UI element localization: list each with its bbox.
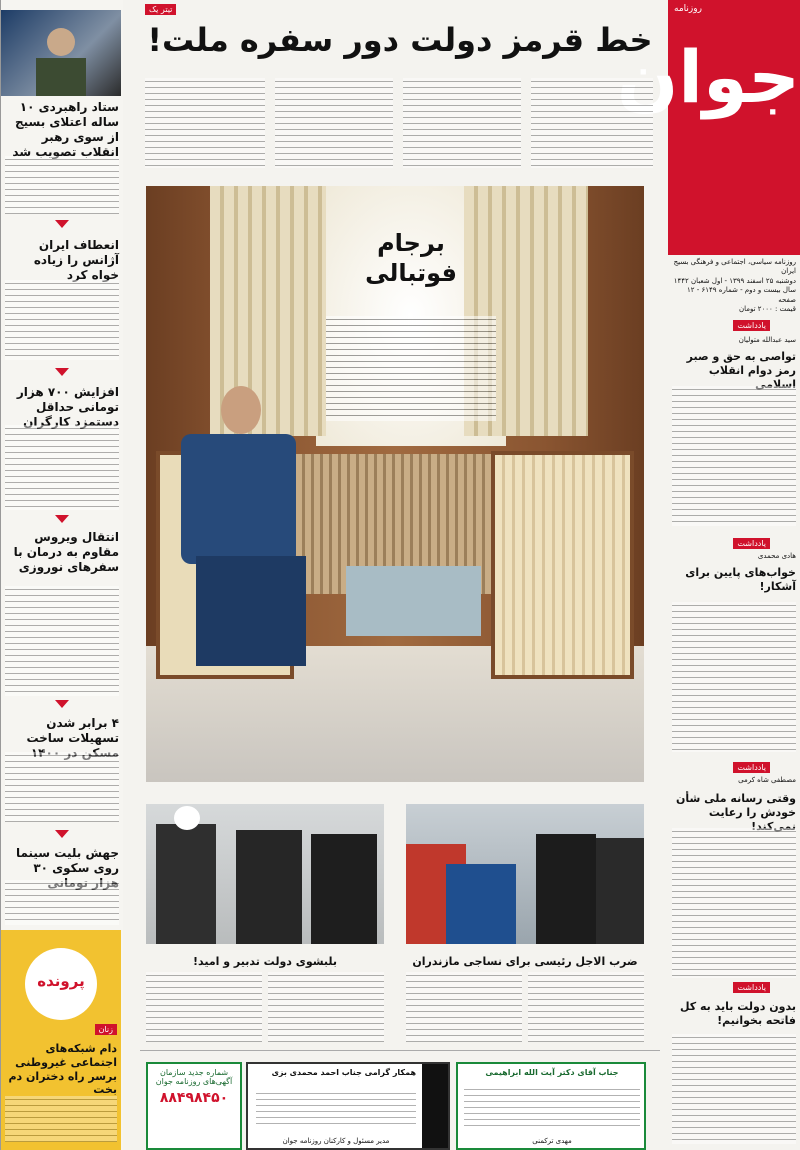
- story-author: سید عبدالله متولیان: [738, 336, 796, 344]
- photo-rouhani: [146, 804, 384, 944]
- story-kicker: یادداشت: [733, 982, 770, 993]
- left-story-title: انتقال ویروس مقاوم به درمان با سفرهای نوروزی: [13, 530, 119, 574]
- story-title: وقتی رسانه ملی شأن خودش را رعایت نمی‌کند!: [676, 792, 796, 833]
- left-story-title: ستاد راهبردی ۱۰ ساله اعتلای بسیج از سوی رهبر انقلاب تصویب شد: [12, 100, 119, 159]
- masthead-info: [672, 258, 796, 315]
- ad-phone-number: ۸۸۴۹۸۴۵۰: [159, 1090, 229, 1106]
- center-story-title2: فوتبالی: [365, 259, 457, 287]
- ad-condolence-1: [246, 1062, 450, 1150]
- ad-footer: مدیر مسئول و کارکنان روزنامه جوان: [282, 1137, 390, 1145]
- info-line: دوشنبه ۲۵ اسفند ۱۳۹۹ - اول شعبان ۱۴۴۲: [673, 276, 796, 285]
- info-line: قیمت : ۲۰۰۰ تومان: [738, 305, 796, 314]
- photo-caption: ضرب الاجل رئیسی برای نساجی مازندران: [412, 955, 638, 968]
- story-title: خواب‌های پایین برای آشکار!: [685, 566, 796, 593]
- main-photo: [146, 186, 644, 782]
- center-story-title1: برجام: [377, 229, 445, 257]
- promo-title: دام شبکه‌های اجتماعی غیروطنی برسر راه دختران دم بخت: [8, 1042, 117, 1097]
- info-line: سال بیست و دوم - شماره ۶۱۴۹ - ۱۲ صفحه: [686, 286, 796, 304]
- ad-footer: مهدی ترکمنی: [532, 1137, 572, 1145]
- left-story-title: جهش بلیت سینما روی سکوی ۳۰ هزار تومانی: [15, 846, 119, 890]
- left-top-photo: [1, 10, 121, 96]
- person-figure-icon: [1, 10, 121, 96]
- promo-label: پرونده: [37, 972, 85, 990]
- photo-caption: بلبشوی دولت تدبیر و امید!: [192, 955, 338, 968]
- info-line: روزنامه سیاسی، اجتماعی و فرهنگی بسیج ایران: [673, 258, 796, 276]
- story-kicker: یادداشت: [733, 320, 770, 331]
- ad-phone-title: شماره جدید سازمان آگهی‌های روزنامه جوان: [155, 1068, 233, 1086]
- ad-condolence-2: [456, 1062, 646, 1150]
- headline: خط قرمز دولت دور سفره ملت!: [147, 21, 653, 59]
- ad-title: جناب آقای دکتر آیت الله ابراهیمی: [485, 1068, 619, 1077]
- table: [346, 566, 481, 636]
- masthead-logo: جوان: [616, 35, 800, 119]
- right-column: [668, 312, 800, 1150]
- chair-right: [491, 451, 634, 679]
- story-author: مصطفی شاه کرمی: [738, 776, 796, 784]
- promo-tag: زنان: [95, 1024, 117, 1035]
- seated-man: [166, 386, 301, 686]
- promo-box: [1, 930, 121, 1150]
- photo-raisi: [406, 804, 644, 944]
- masthead-small-brand: روزنامه: [674, 4, 702, 14]
- story-kicker: یادداشت: [733, 762, 770, 773]
- promo-badge: [25, 948, 97, 1020]
- ad-phone: [146, 1062, 242, 1150]
- story-author: هادی محمدی: [757, 552, 796, 560]
- masthead: [616, 0, 800, 255]
- left-column: [0, 0, 123, 1150]
- ad-title: همکار گرامی جناب احمد محمدی بزی: [271, 1068, 416, 1077]
- left-story-title: انعطاف ایران آژانس را زیاده خواه کرد: [33, 238, 119, 282]
- story-title: تواصی به حق و صبر رمز دوام انقلاب اسلامی: [686, 350, 796, 391]
- left-story-title: افزایش ۷۰۰ هزار تومانی حداقل دستمزد کارگران: [16, 385, 119, 429]
- top-tag: تیتر یک: [145, 4, 176, 15]
- story-title: بدون دولت باید به کل فاتحه بخوانیم!: [679, 1000, 796, 1027]
- story-kicker: یادداشت: [733, 538, 770, 549]
- left-story-title: ۴ برابر شدن تسهیلات ساخت مسکن در ۱۴۰۰: [26, 716, 119, 760]
